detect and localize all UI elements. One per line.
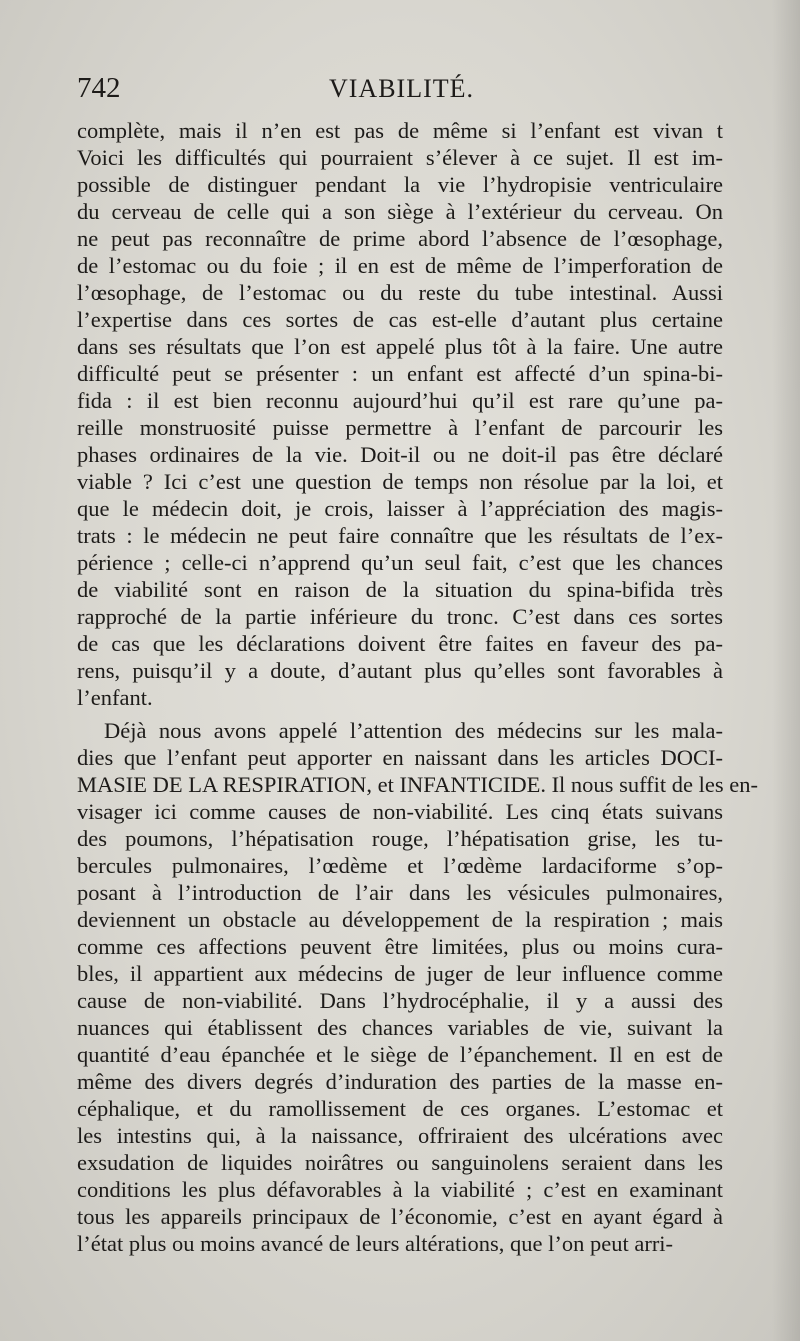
text-line: périence ; celle-ci n’apprend qu’un seul fait, c’est que les chances [77,550,723,575]
running-title: VIABILITÉ. [329,74,475,103]
page-header [77,72,725,112]
text-line: comme ces affections peuvent être limitées, plus ou moins cura- [77,934,723,959]
text-line: rens, puisqu’il y a doute, d’autant plus qu’elles sont favorables à [77,658,723,683]
text-line: phases ordinaires de la vie. Doit-il ou ne doit-il pas être déclaré [77,442,723,467]
text-line: tous les appareils principaux de l’économie, c’est en ayant égard à [77,1204,723,1229]
text-line: possible de distinguer pendant la vie l’hydropisie ventriculaire [77,172,723,197]
text-line: céphalique, et du ramollissement de ces organes. L’estomac et [77,1096,723,1121]
text-line: l’expertise dans ces sortes de cas est-elle d’autant plus certaine [77,307,723,332]
text-line: que le médecin doit, je crois, laisser à l’appréciation des magis- [77,496,723,521]
text-line: l’enfant. [77,685,153,710]
text-line: Voici les difficultés qui pourraient s’élever à ce sujet. Il est im- [77,145,723,170]
text-line: l’état plus ou moins avancé de leurs altérations, que l’on peut arri- [77,1231,674,1256]
text-line: de cas que les déclarations doivent être faites en faveur des pa- [77,631,723,656]
text-line: fida : il est bien reconnu aujourd’hui qu’il est rare qu’une pa- [77,388,723,413]
text-line: bercules pulmonaires, l’œdème et l’œdème lardaciforme s’op- [77,853,723,878]
text-line: posant à l’introduction de l’air dans les vésicules pulmonaires, [77,880,723,905]
text-line: cause de non-viabilité. Dans l’hydrocéphalie, il y a aussi des [77,988,723,1013]
body-text [77,117,758,1257]
text-line: ne peut pas reconnaître de prime abord l’absence de l’œsophage, [77,226,723,251]
text-line: des poumons, l’hépatisation rouge, l’hépatisation grise, les tu- [77,826,723,851]
text-line: dies que l’enfant peut apporter en naissant dans les articles DOCI- [77,745,723,770]
page-edge-shadow [772,0,800,1341]
page-number: 742 [77,72,121,104]
text-line: de viabilité sont en raison de la situation du spina-bifida très [77,577,723,602]
text-line: conditions les plus défavorables à la viabilité ; c’est en examinant [77,1177,723,1202]
text-line: rapproché de la partie inférieure du tronc. C’est dans ces sortes [77,604,723,629]
text-line: trats : le médecin ne peut faire connaître que les résultats de l’ex- [77,523,723,548]
text-line: même des divers degrés d’induration des parties de la masse en- [77,1069,723,1094]
paragraph-2 [77,717,758,1257]
text-line: exsudation de liquides noirâtres ou sanguinolens seraient dans les [77,1150,723,1175]
text-line: nuances qui établissent des chances variables de vie, suivant la [77,1015,723,1040]
paragraph-1 [77,117,723,711]
text-line: bles, il appartient aux médecins de juger de leur influence comme [77,961,723,986]
text-line: deviennent un obstacle au développement de la respiration ; mais [77,907,723,932]
text-line: les intestins qui, à la naissance, offriraient des ulcérations avec [77,1123,723,1148]
text-line: reille monstruosité puisse permettre à l’enfant de parcourir les [77,415,723,440]
text-line: du cerveau de celle qui a son siège à l’extérieur du cerveau. On [77,199,723,224]
text-line: MASIE DE LA RESPIRATION, et INFANTICIDE. Il nous suffit de les en- [77,772,758,797]
text-line: viable ? Ici c’est une question de temps non résolue par la loi, et [77,469,723,494]
text-line: complète, mais il n’en est pas de même si l’enfant est vivan t [77,118,723,143]
text-line: Déjà nous avons appelé l’attention des médecins sur les mala- [104,718,723,743]
text-line: de l’estomac ou du foie ; il en est de même de l’imperforation de [77,253,723,278]
text-line: quantité d’eau épanchée et le siège de l’épanchement. Il en est de [77,1042,723,1067]
text-line: l’œsophage, de l’estomac ou du reste du tube intestinal. Aussi [77,280,723,305]
text-line: dans ses résultats que l’on est appelé plus tôt à la faire. Une autre [77,334,723,359]
text-line: visager ici comme causes de non-viabilité. Les cinq états suivans [77,799,723,824]
text-line: difficulté peut se présenter : un enfant est affecté d’un spina-bi- [77,361,723,386]
